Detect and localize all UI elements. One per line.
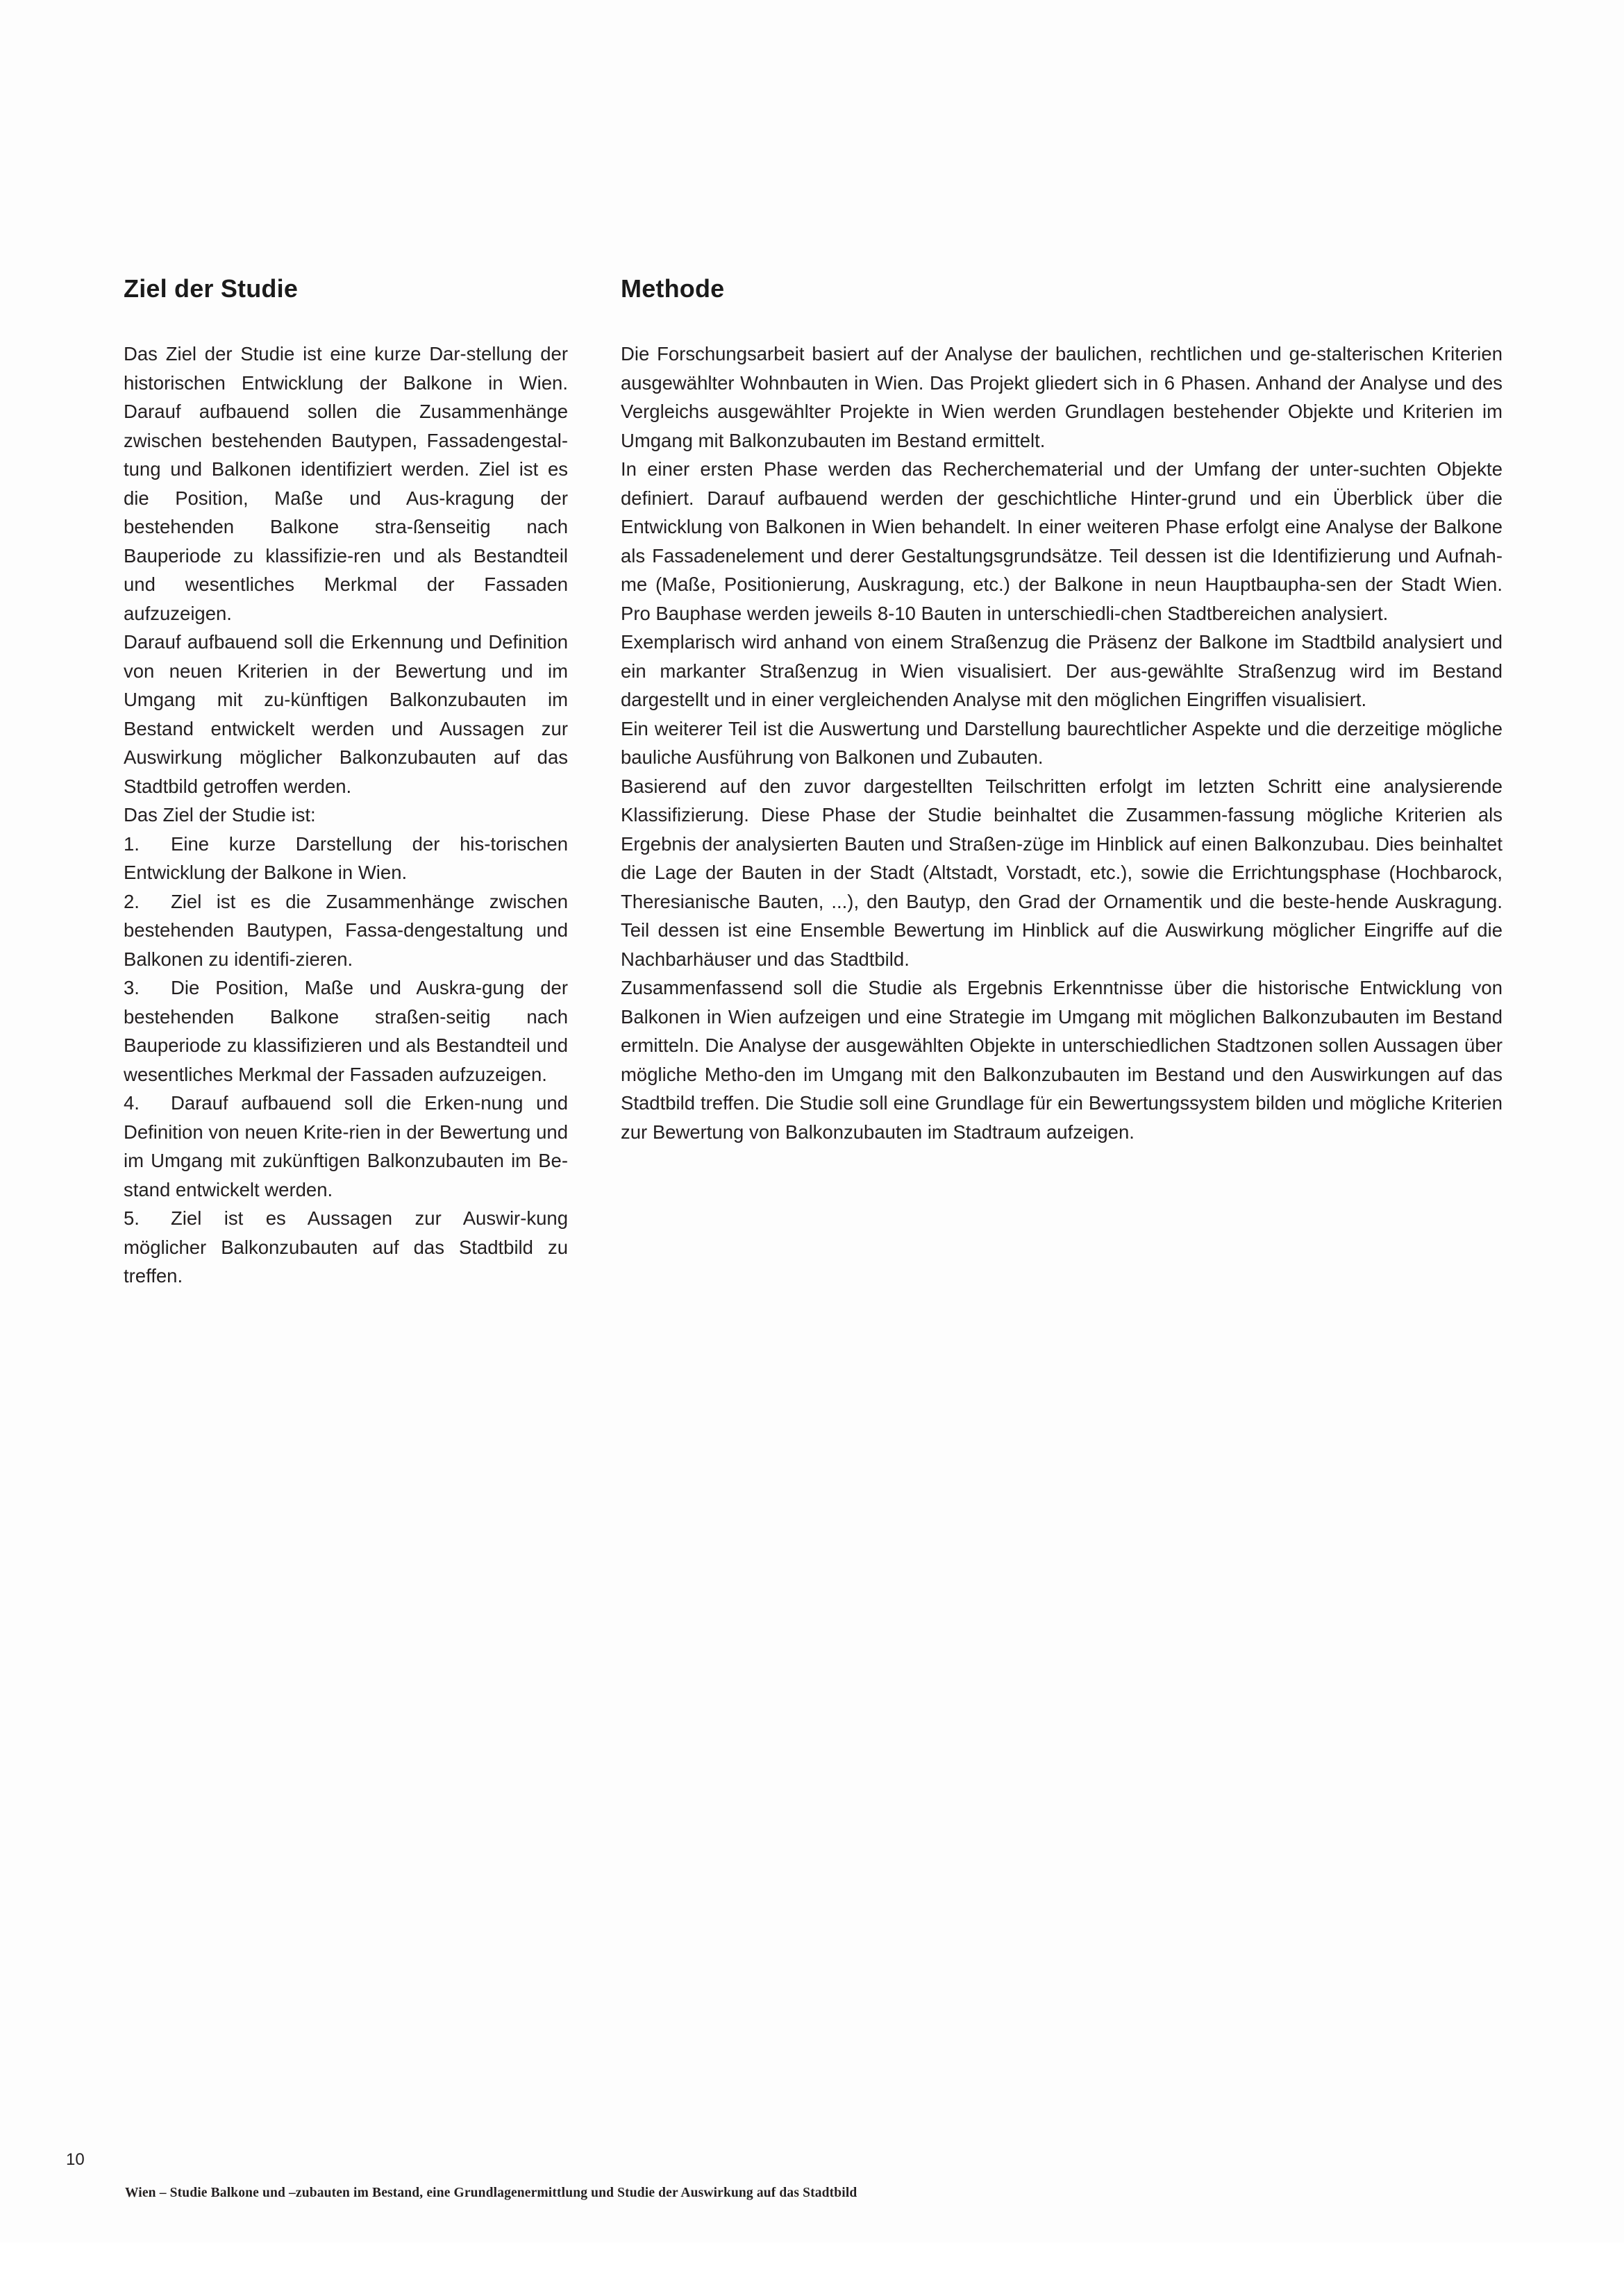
list-item-number: 5. [124,1207,140,1229]
paragraph: Basierend auf den zuvor dargestellten Teilschritten erfolgt im letzten Schritt eine analysierende Klassifizierung. Diese Phase der Studie beinhaltet die Zusammen-fassung mögliche Kriterien als Ergebnis der analysierten Bauten und Straßen-züge im Hinblick auf einen Balkonzubau. Dies beinhaltet die Lage der Bauten in der Stadt (Altstadt, Vorstadt, etc.), sowie die Errichtungsphase (Hochbarock, Theresianische Bauten, ...), den Bautyp, den Grad der Ornamentik und die beste-hende Auskragung. Teil dessen ist eine Ensemble Bewertung im Hinblick auf die Auswirkung möglicher Eingriffe auf die Nachbarhäuser und das Stadtbild. [621,775,1502,970]
paragraph: Zusammenfassend soll die Studie als Ergebnis Erkenntnisse über die historische Entwicklung von Balkonen in Wien aufzeigen und eine Strategie im Umgang mit möglichen Balkonzubauten im Bestand ermitteln. Die Analyse der ausgewählten Objekte in unterschiedlichen Stadtzonen sollen Aussagen über mögliche Metho-den im Umgang mit den Balkonzubauten im Bestand und den Auswirkungen auf das Stadtbild treffen. Die Studie soll eine Grundlage für ein Bewertungssystem bilden und mögliche Kriterien zur Bewertung von Balkonzubauten im Stadtraum aufzeigen. [621,977,1502,1143]
footer-caption: Wien – Studie Balkone und –zubauten im Bestand, eine Grundlagenermittlung und Studie der Auswirkung auf das Stadtbild [125,2186,857,2200]
list-intro: Das Ziel der Studie ist: [124,804,316,826]
paragraph: In einer ersten Phase werden das Recherchematerial und der Umfang der unter-suchten Objekte definiert. Darauf aufbauend werden der geschichtliche Hinter-grund und ein Überblick über die Entwicklung von Balkonen in Wien behandelt. In einer weiteren Phase erfolgt eine Analyse der Balkone als Fassadenelement und derer Gestaltungsgrundsätze. Teil dessen ist die Identifizierung und Aufnah-me (Maße, Positionierung, Auskragung, etc.) der Balkone in neun Hauptbaupha-sen der Stadt Wien. Pro Bauphase werden jeweils 8-10 Bauten in unterschiedli-chen Stadtbereichen analysiert. [621,458,1502,624]
paragraph: Das Ziel der Studie ist eine kurze Dar-stellung der historischen Entwicklung der Balkone in Wien. Darauf aufbauend sollen die Zusammenhänge zwischen bestehenden Bautypen, Fassadengestal-tung und Balkonen identifiziert werden. Ziel ist es die Position, Maße und Aus-kragung der bestehenden Balkone stra-ßenseitig nach Bauperiode zu klassifizie-ren und als Bestandteil und wesentliches Merkmal der Fassaden aufzuzeigen. [124,343,568,624]
paragraph: Darauf aufbauend soll die Erkennung und Definition von neuen Kriterien in der Bewertung und im Umgang mit zu-künftigen Balkonzubauten im Bestand entwickelt werden und Aussagen zur Auswirkung möglicher Balkonzubauten auf das Stadtbild getroffen werden. [124,631,568,797]
list-item-text: Ziel ist es Aussagen zur Auswir-kung möglicher Balkonzubauten auf das Stadtbild zu treffen. [124,1207,568,1287]
list-item [124,1089,568,1204]
list-item-text: Darauf aufbauend soll die Erken-nung und Definition von neuen Krite-rien in der Bewertung und im Umgang mit zukünftigen Balkonzubauten im Be-stand entwickelt werden. [124,1092,568,1200]
list-item-text: Die Position, Maße und Auskra-gung der bestehenden Balkone straßen-seitig nach Bauperiode zu klassifizieren und als Bestandteil und wesentliches Merkmal der Fassaden aufzuzeigen. [124,977,568,1085]
page-footer [66,2150,1559,2170]
paragraph: Exemplarisch wird anhand von einem Straßenzug die Präsenz der Balkone im Stadtbild analysiert und ein markanter Straßenzug in Wien visualisiert. Der aus-gewählte Straßenzug wird im Bestand dargestellt und in einer vergleichenden Analyse mit den möglichen Eingriffen visualisiert. [621,631,1502,710]
list-item-number: 1. [124,832,140,855]
paragraph: Ein weiterer Teil ist die Auswertung und Darstellung baurechtlicher Aspekte und die derzeitige mögliche bauliche Ausführung von Balkonen und Zubauten. [621,717,1502,768]
list-item [124,1204,568,1291]
list-item-number: 3. [124,977,140,998]
section-heading-methode: Methode [621,274,725,303]
list-item [124,887,568,974]
section-heading-ziel-der-studie: Ziel der Studie [124,274,299,303]
list-item [124,973,568,1089]
bottom-band [0,2243,1624,2296]
list-item-text: Ziel ist es die Zusammenhänge zwischen bestehenden Bautypen, Fassa-dengestaltung und Balkonen zu identifi-zieren. [124,890,568,970]
list-item-number: 4. [124,1092,140,1114]
page-number: 10 [66,2150,85,2169]
column-ziel-der-studie [124,274,568,1291]
paragraph: Die Forschungsarbeit basiert auf der Analyse der baulichen, rechtlichen und ge-stalterischen Kriterien ausgewählter Wohnbauten in Wien. Das Projekt gliedert sich in 6 Phasen. Anhand der Analyse und des Vergleichs ausgewählter Projekte in Wien werden Grundlagen bestehender Objekte und Kriterien im Umgang mit Balkonzubauten im Bestand ermittelt. [621,343,1502,451]
list-item [124,830,568,887]
column-methode [621,274,1502,1291]
list-item-number: 2. [124,890,140,912]
page-content [124,274,1505,1291]
list-item-text: Eine kurze Darstellung der his-torischen Entwicklung der Balkone in Wien. [124,832,568,883]
